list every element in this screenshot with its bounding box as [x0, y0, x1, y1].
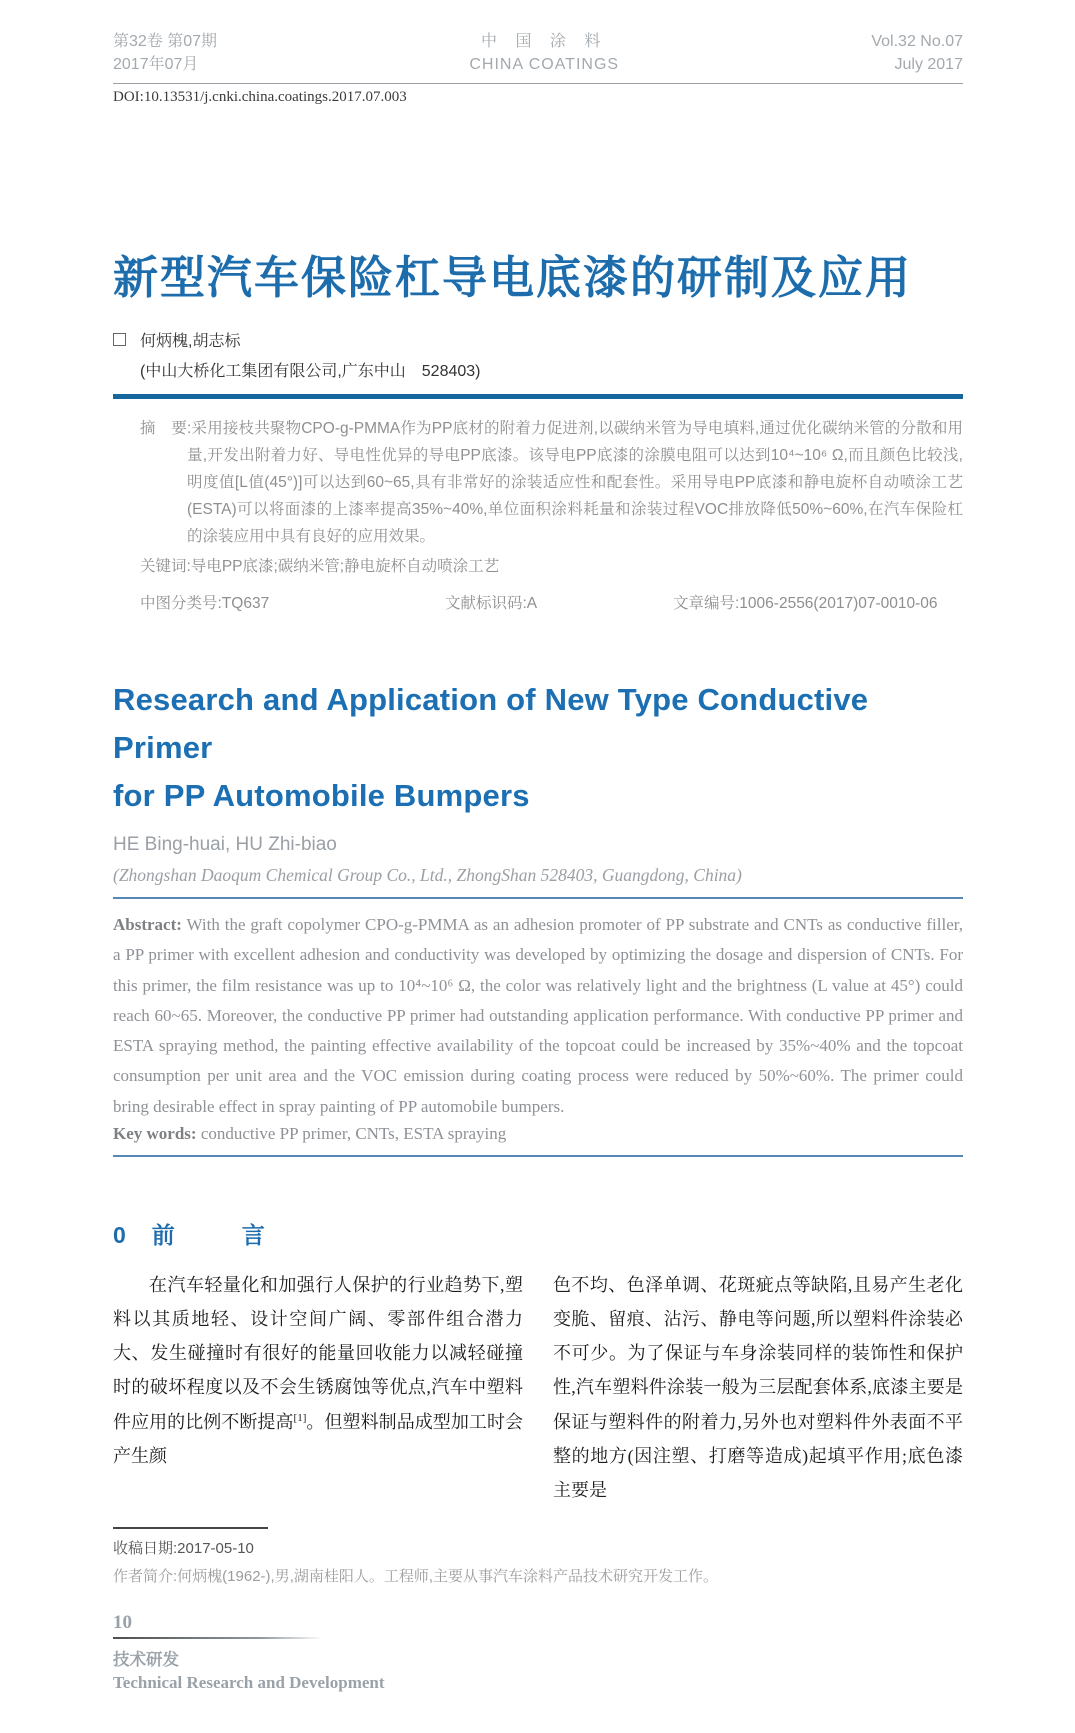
page-number: 10	[113, 1612, 132, 1634]
keywords-en	[113, 1124, 963, 1144]
title-divider-thick	[113, 394, 963, 399]
abstract-divider-bottom	[113, 1155, 963, 1157]
volume-line-cn: 第32卷 第07期	[113, 33, 218, 50]
body-left-text-1: 在汽车轻量化和加强行人保护的行业趋势下,塑料以其质地轻、设计空间广阔、零部件组合潜力大、发生碰撞时有很好的能量回收能力以减轻碰撞时的破坏程度以及不会生锈腐蚀等优点,汽车中塑料件应用的比例不断提高	[113, 1274, 523, 1432]
journal-name-cn: 中 国 涂 料	[481, 33, 608, 50]
keywords-text-en: conductive PP primer, CNTs, ESTA spraying	[196, 1123, 507, 1143]
footnote	[113, 1527, 963, 1586]
authors-en: HE Bing-huai, HU Zhi-biao	[113, 834, 337, 856]
abstract-label-cn: 摘 要:	[140, 420, 192, 438]
body-left-text-2: 。但塑料制品成型加工时会产生颜	[113, 1411, 524, 1466]
body-column-left	[113, 1268, 523, 1507]
page-footer	[113, 1612, 963, 1693]
abstract-text-cn: 采用接枝共聚物CPO-g-PMMA作为PP底材的附着力促进剂,以碳纳米管为导电填料,通过优化碳纳米管的分散和用量,开发出附着力好、导电性优异的导电PP底漆。该导电PP底漆的涂膜电阻可以达到10⁴~10⁶ Ω,而且颜色比较浅,明度值[L值(45°)]可以达到60~65,具有非常好的涂装适应性和配套性。采用导电PP底漆和静电旋杯自动喷涂工艺(ESTA)可以将面漆的上漆率提高35%~40%,单位面积涂料耗量和涂装过程VOC排放降低50%~60%,在汽车保险杠的涂装应用中具有良好的应用效果。	[187, 420, 964, 545]
body-paragraph-right: 色不均、色泽单调、花斑疵点等缺陷,且易产生老化变脆、留痕、沾污、静电等问题,所以塑料件涂装必不可少。为了保证与车身涂装同样的装饰性和保护性,汽车塑料件涂装一般为三层配套体系,底漆主要是保证与塑料件的附着力,另外也对塑料件外表面不平整的地方(因注塑、打磨等造成)起填平作用;底色漆主要是	[553, 1274, 963, 1500]
authors-cn: 何炳槐,胡志标	[140, 333, 241, 351]
section-title: 前 言	[151, 1221, 287, 1248]
classification-row	[140, 591, 963, 618]
date-line-cn: 2017年07月	[113, 56, 199, 74]
keywords-cn	[140, 554, 963, 581]
volume-issue-cn	[113, 30, 217, 76]
reference-marker: [1]	[293, 1411, 307, 1424]
abstract-label-en: Abstract:	[113, 915, 182, 935]
keywords-label-cn: 关键词:	[140, 557, 191, 575]
volume-issue-en	[871, 30, 963, 76]
footer-rule	[113, 1637, 323, 1639]
affiliation-en: (Zhongshan Daoqum Chemical Group Co., Ltd., ZhongShan 528403, Guangdong, China)	[113, 865, 742, 886]
journal-name-en: CHINA COATINGS	[469, 56, 620, 74]
abstract-divider-top	[113, 897, 963, 899]
article-title-en-line2: for PP Automobile Bumpers	[113, 778, 530, 813]
column-name-cn: 技术研发	[113, 1651, 179, 1670]
body-column-right	[553, 1268, 963, 1507]
journal-name	[469, 30, 619, 76]
body-paragraph-left	[113, 1268, 523, 1473]
journal-header	[113, 30, 963, 76]
body-columns	[113, 1268, 963, 1507]
column-name-en: Technical Research and Development	[113, 1673, 385, 1693]
affiliation-cn: (中山大桥化工集团有限公司,广东中山 528403)	[140, 363, 481, 381]
received-date: 收稿日期:2017-05-10	[113, 1540, 254, 1558]
date-line-en: July 2017	[894, 56, 963, 74]
doi: DOI:10.13531/j.cnki.china.coatings.2017.07.003	[113, 89, 407, 106]
footnote-divider	[113, 1527, 268, 1529]
author-bio: 作者简介:何炳槐(1962-),男,湖南桂阳人。工程师,主要从事汽车涂料产品技术研究开发工作。	[113, 1568, 719, 1586]
clc-number: 中图分类号:TQ637	[140, 594, 270, 612]
keywords-label-en: Key words:	[113, 1123, 197, 1143]
abstract-text-en: With the graft copolymer CPO-g-PMMA as an adhesion promoter of PP substrate and CNTs as conductive filler, a PP primer with excellent adhesion and conductivity was developed by optimizing the dosage and dispersion of CNTs. For this primer, the film resistance was up to 10⁴~10⁶ Ω, the color was relatively light and the brightness (L value at 45°) could reach 60~65. Moreover, the conductive PP primer had outstanding application performance. With conductive PP primer and ESTA spraying method, the painting effective availability of the topcoat could be increased by 35%~40% and the topcoat consumption per unit area and the VOC emission during coating process were reduced by 50%~60%. The primer could bring desirable effect in spray painting of PP automobile bumpers.	[113, 915, 963, 1116]
header-divider	[113, 83, 963, 84]
author-marker-icon	[113, 333, 126, 346]
authors-cn-row	[113, 328, 963, 351]
article-title-en-line1: Research and Application of New Type Conductive Primer	[113, 681, 869, 765]
article-title-cn: 新型汽车保险杠导电底漆的研制及应用	[113, 251, 913, 305]
section-heading	[113, 1217, 963, 1250]
article-number: 文章编号:1006-2556(2017)07-0010-06	[673, 594, 938, 612]
abstract-block-cn	[113, 416, 963, 618]
article-title-en	[113, 676, 963, 820]
volume-line-en: Vol.32 No.07	[871, 33, 963, 50]
section-number: 0	[113, 1221, 126, 1248]
document-code: 文献标识码:A	[445, 594, 538, 612]
abstract-en	[113, 910, 963, 1122]
keywords-text-cn: 导电PP底漆;碳纳米管;静电旋杯自动喷涂工艺	[190, 557, 500, 575]
abstract-cn	[140, 416, 963, 551]
